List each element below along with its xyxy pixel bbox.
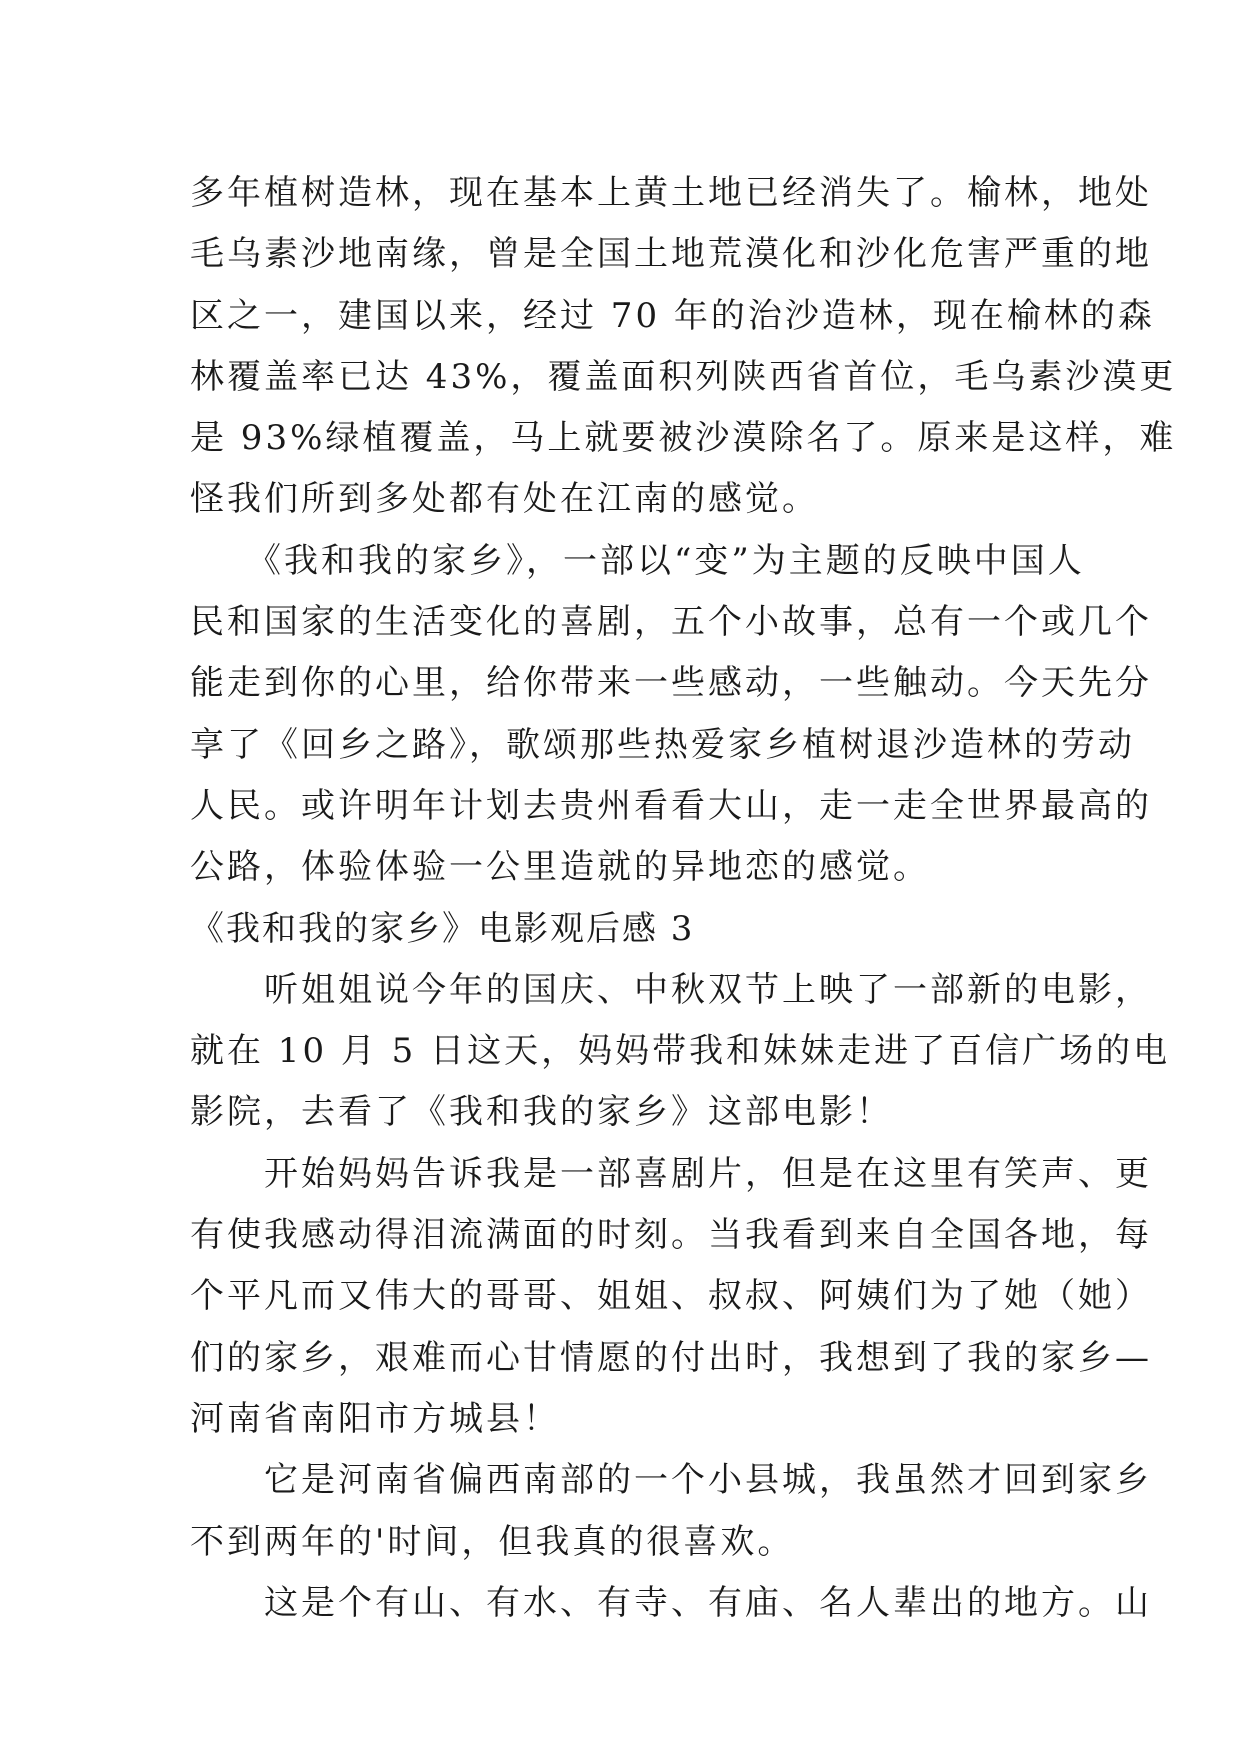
text-line: 河南省南阳市方城县！ [190, 1398, 560, 1439]
text-line: 是 93%绿植覆盖，马上就要被沙漠除名了。原来是这样，难 [190, 418, 1177, 459]
text-line: 林覆盖率已达 43%，覆盖面积列陕西省首位，毛乌素沙漠更 [190, 356, 1177, 397]
text-line: 公路，体验体验一公里造就的异地恋的感觉。 [190, 847, 930, 888]
text-line: 听姐姐说今年的国庆、中秋双节上映了一部新的电影， [190, 969, 1152, 1010]
text-line: 享了《回乡之路》，歌颂那些热爱家乡植树退沙造林的劳动 [190, 724, 1135, 765]
text-line: 《我和我的家乡》，一部以“变”为主题的反映中国人 [190, 540, 1085, 581]
text-line: 不到两年的'时间，但我真的很喜欢。 [190, 1521, 795, 1562]
text-line: 有使我感动得泪流满面的时刻。当我看到来自全国各地，每 [190, 1215, 1152, 1256]
section-heading: 《我和我的家乡》电影观后感 3 [190, 908, 695, 949]
text-line: 这是个有山、有水、有寺、有庙、名人辈出的地方。山 [190, 1582, 1152, 1623]
text-line: 民和国家的生活变化的喜剧，五个小故事，总有一个或几个 [190, 602, 1152, 643]
text-line: 能走到你的心里，给你带来一些感动，一些触动。今天先分 [190, 663, 1152, 704]
text-line: 区之一，建国以来，经过 70 年的治沙造林，现在榆林的森 [190, 295, 1155, 336]
text-line: 们的家乡，艰难而心甘情愿的付出时，我想到了我的家乡— [190, 1337, 1152, 1378]
text-line: 怪我们所到多处都有处在江南的感觉。 [190, 479, 819, 520]
text-line: 毛乌素沙地南缘，曾是全国土地荒漠化和沙化危害严重的地 [190, 234, 1152, 275]
document-body [190, 163, 1177, 1634]
text-line: 人民。或许明年计划去贵州看看大山，走一走全世界最高的 [190, 785, 1152, 826]
text-line: 个平凡而又伟大的哥哥、姐姐、叔叔、阿姨们为了她（她） [190, 1276, 1152, 1317]
text-line: 多年植树造林，现在基本上黄土地已经消失了。榆林，地处 [190, 173, 1152, 213]
text-line: 它是河南省偏西南部的一个小县城，我虽然才回到家乡 [190, 1460, 1152, 1501]
text-line: 影院，去看了《我和我的家乡》这部电影！ [190, 1092, 893, 1133]
text-line: 开始妈妈告诉我是一部喜剧片，但是在这里有笑声、更 [190, 1153, 1152, 1194]
text-line: 就在 10 月 5 日这天，妈妈带我和妹妹走进了百信广场的电 [190, 1031, 1171, 1072]
